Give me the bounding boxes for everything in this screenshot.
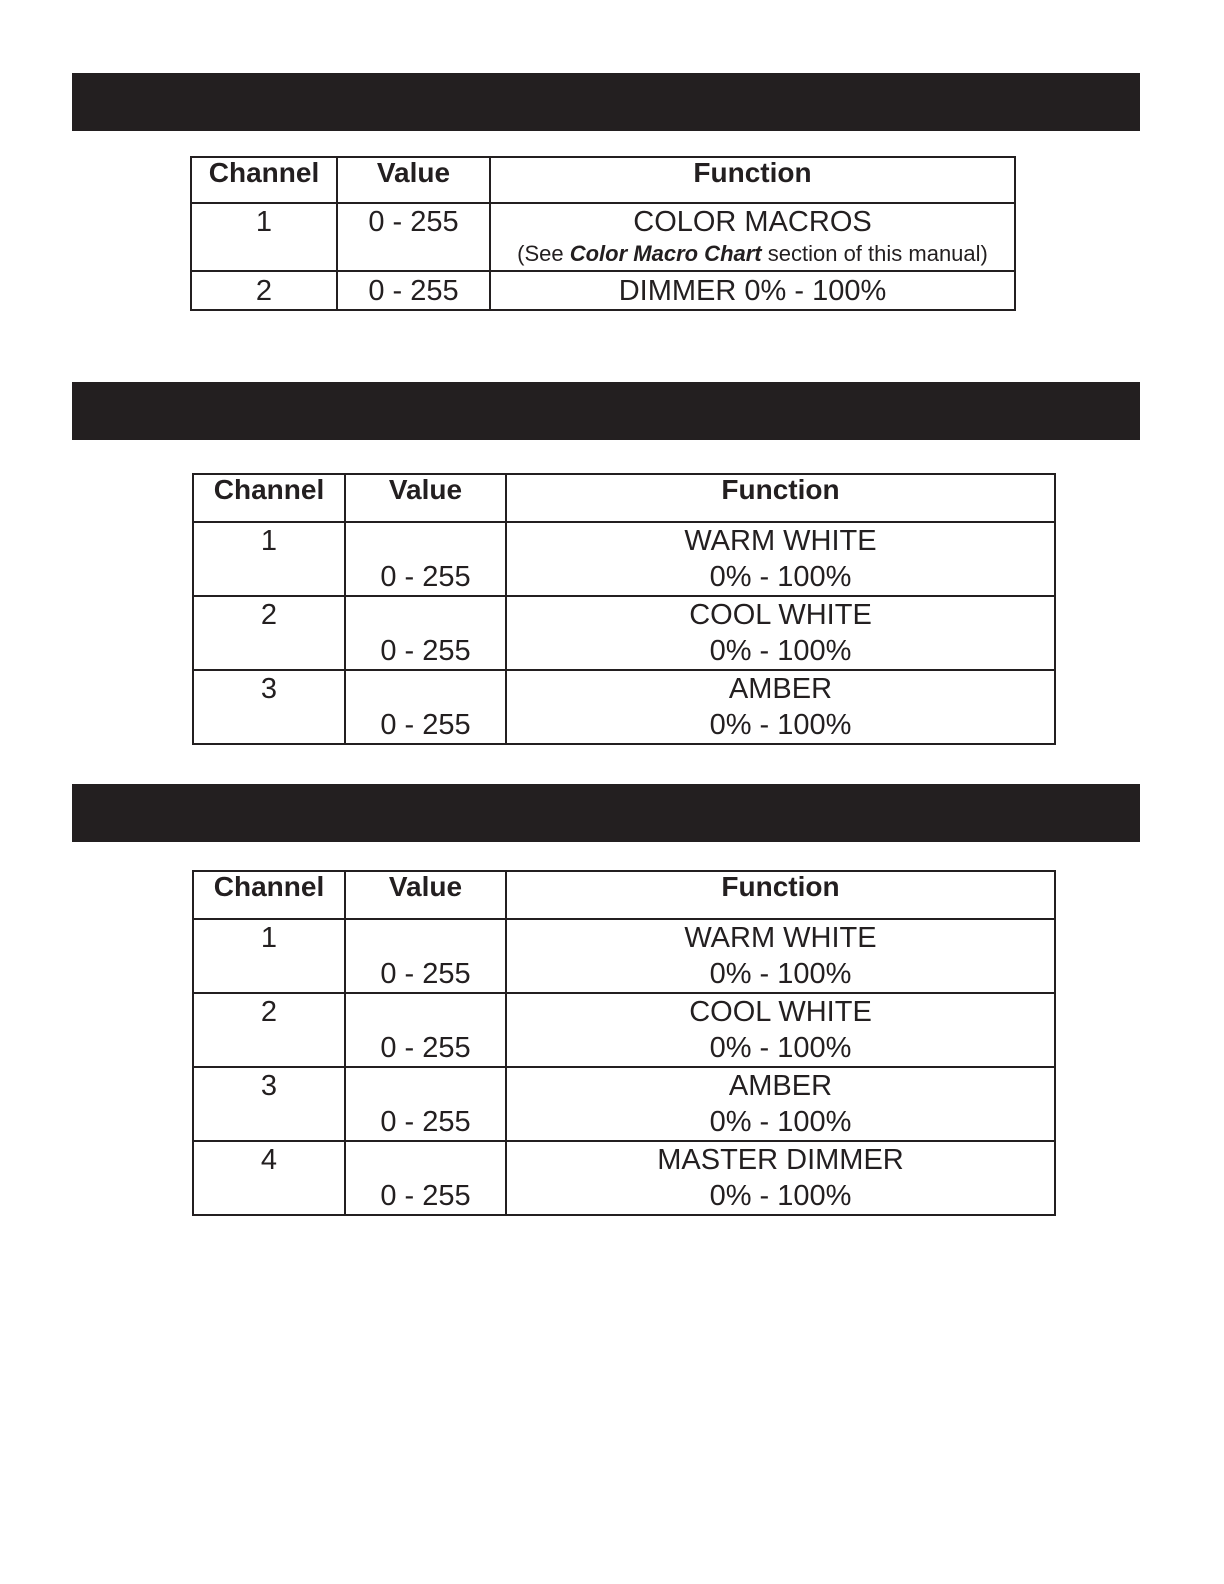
table-header-row [193,474,1055,522]
channel-cell: 2 [191,271,337,310]
table-row [193,522,1055,596]
function-cell: COOL WHITE 0% - 100% [506,596,1055,670]
function-cell: WARM WHITE 0% - 100% [506,522,1055,596]
value-header: Value [337,157,490,203]
function-cell [490,203,1015,271]
channel-header: Channel [193,474,345,522]
value-cell: 0 - 255 [345,1067,506,1141]
channel-cell: 1 [193,919,345,993]
channel-cell: 2 [193,596,345,670]
table-header-row [193,871,1055,919]
color-macro-chart-reference: Color Macro Chart [569,241,762,266]
function-label: COLOR MACROS [633,206,872,238]
table-row [193,596,1055,670]
function-header: Function [506,474,1055,522]
table-row [193,1067,1055,1141]
table-row [193,1141,1055,1215]
table-row [193,993,1055,1067]
channel-header: Channel [191,157,337,203]
value-cell: 0 - 255 [337,203,490,271]
dmx-table-2-channel [190,156,1016,311]
table-row [191,203,1015,271]
channel-cell: 4 [193,1141,345,1215]
table-row [193,670,1055,744]
function-cell: WARM WHITE 0% - 100% [506,919,1055,993]
function-cell: AMBER 0% - 100% [506,670,1055,744]
function-cell: MASTER DIMMER 0% - 100% [506,1141,1055,1215]
section-banner-1 [72,73,1140,131]
channel-cell: 3 [193,1067,345,1141]
channel-cell: 1 [191,203,337,271]
function-note: (See Color Macro Chart section of this manual) [517,241,988,266]
value-cell: 0 - 255 [337,271,490,310]
table-row [191,271,1015,310]
value-cell: 0 - 255 [345,596,506,670]
section-banner-2 [72,382,1140,440]
dmx-table-4-channel [192,870,1056,1216]
dmx-table-3-channel [192,473,1056,745]
table-row [193,919,1055,993]
channel-header: Channel [193,871,345,919]
function-header: Function [490,157,1015,203]
value-cell: 0 - 255 [345,522,506,596]
table-header-row [191,157,1015,203]
function-cell: AMBER 0% - 100% [506,1067,1055,1141]
value-cell: 0 - 255 [345,993,506,1067]
value-cell: 0 - 255 [345,1141,506,1215]
value-cell: 0 - 255 [345,670,506,744]
channel-cell: 1 [193,522,345,596]
channel-cell: 3 [193,670,345,744]
value-header: Value [345,871,506,919]
function-cell: COOL WHITE 0% - 100% [506,993,1055,1067]
value-header: Value [345,474,506,522]
value-cell: 0 - 255 [345,919,506,993]
section-banner-3 [72,784,1140,842]
channel-cell: 2 [193,993,345,1067]
function-header: Function [506,871,1055,919]
function-cell: DIMMER 0% - 100% [490,271,1015,310]
